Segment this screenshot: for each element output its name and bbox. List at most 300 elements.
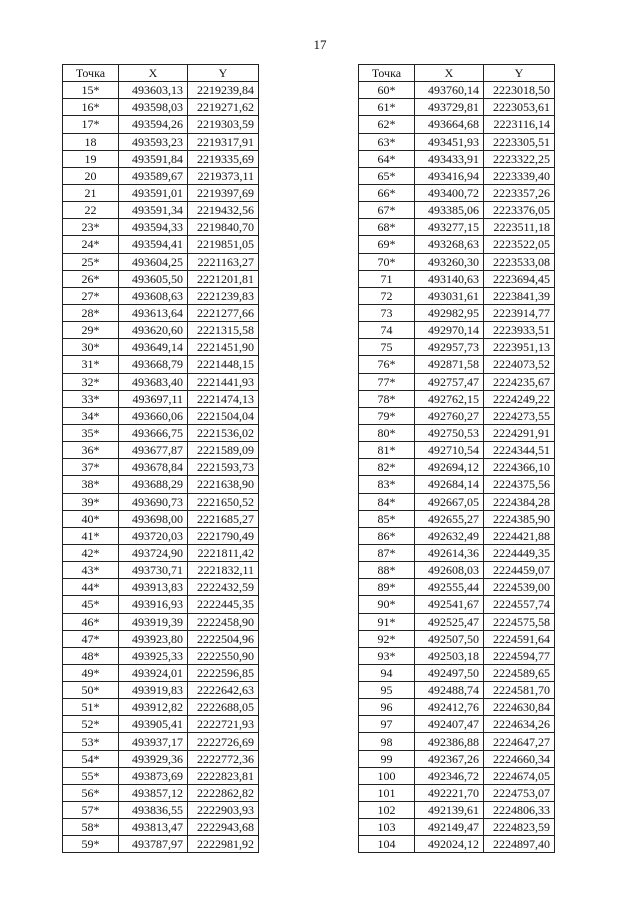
- y-cell: 2224073,52: [484, 356, 555, 373]
- x-cell: 493905,41: [119, 716, 188, 733]
- column-header-x: X: [119, 65, 188, 82]
- x-cell: 493690,73: [119, 493, 188, 510]
- table-row: [359, 184, 555, 201]
- y-cell: 2222981,92: [188, 836, 259, 853]
- y-cell: 2223305,51: [484, 133, 555, 150]
- table-row: [359, 373, 555, 390]
- x-cell: 492497,50: [415, 664, 484, 681]
- x-cell: 493620,60: [119, 322, 188, 339]
- table-row: [63, 304, 259, 321]
- x-cell: 493140,63: [415, 270, 484, 287]
- table-row: [63, 356, 259, 373]
- point-cell: 74: [359, 322, 415, 339]
- point-cell: 81*: [359, 442, 415, 459]
- table-row: [359, 99, 555, 116]
- x-cell: 493925,33: [119, 647, 188, 664]
- table-row: [63, 596, 259, 613]
- x-cell: 492667,05: [415, 493, 484, 510]
- x-cell: 493591,34: [119, 202, 188, 219]
- x-cell: 492525,47: [415, 613, 484, 630]
- y-cell: 2223694,45: [484, 270, 555, 287]
- x-cell: 493836,55: [119, 802, 188, 819]
- table-row: [63, 202, 259, 219]
- table-row: [63, 733, 259, 750]
- table-row: [359, 647, 555, 664]
- y-cell: 2222903,93: [188, 802, 259, 819]
- table-row: [63, 493, 259, 510]
- table-row: [63, 510, 259, 527]
- y-cell: 2221832,11: [188, 562, 259, 579]
- point-cell: 23*: [63, 219, 119, 236]
- x-cell: 493613,64: [119, 304, 188, 321]
- y-cell: 2223322,25: [484, 150, 555, 167]
- x-cell: 493787,97: [119, 836, 188, 853]
- x-cell: 492386,88: [415, 733, 484, 750]
- table-row: [359, 767, 555, 784]
- y-cell: 2224384,28: [484, 493, 555, 510]
- y-cell: 2221163,27: [188, 253, 259, 270]
- x-cell: 492762,15: [415, 390, 484, 407]
- point-cell: 40*: [63, 510, 119, 527]
- table-row: [359, 664, 555, 681]
- y-cell: 2224557,74: [484, 596, 555, 613]
- point-cell: 37*: [63, 459, 119, 476]
- table-row: [359, 356, 555, 373]
- x-cell: 493857,12: [119, 784, 188, 801]
- point-cell: 71: [359, 270, 415, 287]
- table-row: [63, 459, 259, 476]
- table-row: [359, 682, 555, 699]
- table-row: [359, 459, 555, 476]
- y-cell: 2219317,91: [188, 133, 259, 150]
- table-header-row: [359, 65, 555, 82]
- point-cell: 31*: [63, 356, 119, 373]
- point-cell: 99: [359, 750, 415, 767]
- x-cell: 492871,58: [415, 356, 484, 373]
- y-cell: 2224589,65: [484, 664, 555, 681]
- y-cell: 2223841,39: [484, 287, 555, 304]
- table-row: [63, 750, 259, 767]
- point-cell: 47*: [63, 630, 119, 647]
- x-cell: 492694,12: [415, 459, 484, 476]
- y-cell: 2219335,69: [188, 150, 259, 167]
- y-cell: 2224630,84: [484, 699, 555, 716]
- y-cell: 2223116,14: [484, 116, 555, 133]
- point-cell: 73: [359, 304, 415, 321]
- table-row: [63, 544, 259, 561]
- y-cell: 2221593,73: [188, 459, 259, 476]
- y-cell: 2222862,82: [188, 784, 259, 801]
- point-cell: 80*: [359, 424, 415, 441]
- table-row: [63, 184, 259, 201]
- y-cell: 2222550,90: [188, 647, 259, 664]
- point-cell: 103: [359, 819, 415, 836]
- y-cell: 2222721,93: [188, 716, 259, 733]
- x-cell: 493268,63: [415, 236, 484, 253]
- point-cell: 82*: [359, 459, 415, 476]
- table-row: [359, 202, 555, 219]
- table-row: [63, 819, 259, 836]
- table-row: [359, 476, 555, 493]
- x-cell: 493591,84: [119, 150, 188, 167]
- x-cell: 493919,83: [119, 682, 188, 699]
- table-row: [359, 819, 555, 836]
- table-row: [359, 287, 555, 304]
- table-row: [63, 322, 259, 339]
- point-cell: 55*: [63, 767, 119, 784]
- x-cell: 493594,26: [119, 116, 188, 133]
- table-row: [359, 733, 555, 750]
- point-cell: 42*: [63, 544, 119, 561]
- y-cell: 2224594,77: [484, 647, 555, 664]
- point-cell: 97: [359, 716, 415, 733]
- x-cell: 493913,83: [119, 579, 188, 596]
- x-cell: 492970,14: [415, 322, 484, 339]
- table-row: [63, 442, 259, 459]
- y-cell: 2221790,49: [188, 527, 259, 544]
- x-cell: 493664,68: [415, 116, 484, 133]
- table-row: [63, 562, 259, 579]
- table-row: [63, 836, 259, 853]
- point-cell: 43*: [63, 562, 119, 579]
- point-cell: 19: [63, 150, 119, 167]
- table-row: [359, 304, 555, 321]
- y-cell: 2222445,35: [188, 596, 259, 613]
- point-cell: 87*: [359, 544, 415, 561]
- x-cell: 493720,03: [119, 527, 188, 544]
- table-row: [63, 613, 259, 630]
- y-cell: 2221589,09: [188, 442, 259, 459]
- x-cell: 492407,47: [415, 716, 484, 733]
- x-cell: 493678,84: [119, 459, 188, 476]
- table-row: [359, 150, 555, 167]
- y-cell: 2224897,40: [484, 836, 555, 853]
- x-cell: 493666,75: [119, 424, 188, 441]
- x-cell: 493277,15: [415, 219, 484, 236]
- y-cell: 2223053,61: [484, 99, 555, 116]
- y-cell: 2222943,68: [188, 819, 259, 836]
- point-cell: 52*: [63, 716, 119, 733]
- x-cell: 492760,27: [415, 407, 484, 424]
- table-row: [63, 407, 259, 424]
- table-row: [63, 579, 259, 596]
- point-cell: 17*: [63, 116, 119, 133]
- y-cell: 2224674,05: [484, 767, 555, 784]
- x-cell: 493697,11: [119, 390, 188, 407]
- point-cell: 62*: [359, 116, 415, 133]
- y-cell: 2223522,05: [484, 236, 555, 253]
- x-cell: 493730,71: [119, 562, 188, 579]
- table-row: [63, 784, 259, 801]
- x-cell: 493916,93: [119, 596, 188, 613]
- point-cell: 28*: [63, 304, 119, 321]
- x-cell: 492632,49: [415, 527, 484, 544]
- x-cell: 493604,25: [119, 253, 188, 270]
- x-cell: 493589,67: [119, 167, 188, 184]
- y-cell: 2219840,70: [188, 219, 259, 236]
- y-cell: 2224753,07: [484, 784, 555, 801]
- y-cell: 2222642,63: [188, 682, 259, 699]
- y-cell: 2224291,91: [484, 424, 555, 441]
- table-row: [63, 287, 259, 304]
- point-cell: 94: [359, 664, 415, 681]
- point-cell: 39*: [63, 493, 119, 510]
- point-cell: 34*: [63, 407, 119, 424]
- x-cell: 493660,06: [119, 407, 188, 424]
- table-row: [63, 270, 259, 287]
- point-cell: 88*: [359, 562, 415, 579]
- coordinates-table-right: [358, 64, 555, 853]
- table-row: [359, 493, 555, 510]
- table-row: [63, 150, 259, 167]
- y-cell: 2219271,62: [188, 99, 259, 116]
- point-cell: 104: [359, 836, 415, 853]
- point-cell: 92*: [359, 630, 415, 647]
- y-cell: 2224539,00: [484, 579, 555, 596]
- table-row: [359, 836, 555, 853]
- y-cell: 2223951,13: [484, 339, 555, 356]
- point-cell: 49*: [63, 664, 119, 681]
- column-header-x: X: [415, 65, 484, 82]
- y-cell: 2221201,81: [188, 270, 259, 287]
- point-cell: 96: [359, 699, 415, 716]
- y-cell: 2224449,35: [484, 544, 555, 561]
- x-cell: 493683,40: [119, 373, 188, 390]
- point-cell: 98: [359, 733, 415, 750]
- x-cell: 493591,01: [119, 184, 188, 201]
- x-cell: 493698,00: [119, 510, 188, 527]
- x-cell: 493433,91: [415, 150, 484, 167]
- point-cell: 18: [63, 133, 119, 150]
- y-cell: 2221451,90: [188, 339, 259, 356]
- table-row: [63, 390, 259, 407]
- point-cell: 24*: [63, 236, 119, 253]
- x-cell: 492503,18: [415, 647, 484, 664]
- y-cell: 2221448,15: [188, 356, 259, 373]
- point-cell: 85*: [359, 510, 415, 527]
- table-row: [359, 424, 555, 441]
- y-cell: 2224634,26: [484, 716, 555, 733]
- table-row: [63, 647, 259, 664]
- y-cell: 2223933,51: [484, 322, 555, 339]
- point-cell: 25*: [63, 253, 119, 270]
- y-cell: 2224235,67: [484, 373, 555, 390]
- point-cell: 54*: [63, 750, 119, 767]
- table-row: [359, 784, 555, 801]
- x-cell: 492507,50: [415, 630, 484, 647]
- table-row: [359, 716, 555, 733]
- x-cell: 493608,63: [119, 287, 188, 304]
- x-cell: 493688,29: [119, 476, 188, 493]
- x-cell: 493813,47: [119, 819, 188, 836]
- x-cell: 492024,12: [415, 836, 484, 853]
- table-row: [359, 339, 555, 356]
- table-row: [63, 373, 259, 390]
- point-cell: 61*: [359, 99, 415, 116]
- x-cell: 493919,39: [119, 613, 188, 630]
- point-cell: 21: [63, 184, 119, 201]
- y-cell: 2221239,83: [188, 287, 259, 304]
- y-cell: 2223511,18: [484, 219, 555, 236]
- y-cell: 2224591,64: [484, 630, 555, 647]
- table-row: [359, 442, 555, 459]
- y-cell: 2223533,08: [484, 253, 555, 270]
- column-header-point: Точка: [63, 65, 119, 82]
- table-row: [63, 767, 259, 784]
- y-cell: 2219397,69: [188, 184, 259, 201]
- table-row: [63, 527, 259, 544]
- y-cell: 2224344,51: [484, 442, 555, 459]
- point-cell: 64*: [359, 150, 415, 167]
- y-cell: 2221650,52: [188, 493, 259, 510]
- point-cell: 44*: [63, 579, 119, 596]
- table-row: [63, 236, 259, 253]
- table-row: [63, 167, 259, 184]
- y-cell: 2221811,42: [188, 544, 259, 561]
- y-cell: 2221474,13: [188, 390, 259, 407]
- point-cell: 15*: [63, 82, 119, 99]
- point-cell: 72: [359, 287, 415, 304]
- x-cell: 493924,01: [119, 664, 188, 681]
- x-cell: 493598,03: [119, 99, 188, 116]
- point-cell: 36*: [63, 442, 119, 459]
- x-cell: 492757,47: [415, 373, 484, 390]
- table-row: [63, 476, 259, 493]
- point-cell: 65*: [359, 167, 415, 184]
- point-cell: 48*: [63, 647, 119, 664]
- x-cell: 493605,50: [119, 270, 188, 287]
- point-cell: 75: [359, 339, 415, 356]
- column-header-y: Y: [188, 65, 259, 82]
- point-cell: 29*: [63, 322, 119, 339]
- point-cell: 33*: [63, 390, 119, 407]
- y-cell: 2222458,90: [188, 613, 259, 630]
- x-cell: 493603,13: [119, 82, 188, 99]
- y-cell: 2219851,05: [188, 236, 259, 253]
- point-cell: 59*: [63, 836, 119, 853]
- x-cell: 492982,95: [415, 304, 484, 321]
- y-cell: 2224823,59: [484, 819, 555, 836]
- y-cell: 2224660,34: [484, 750, 555, 767]
- point-cell: 51*: [63, 699, 119, 716]
- column-header-point: Точка: [359, 65, 415, 82]
- table-row: [63, 664, 259, 681]
- point-cell: 56*: [63, 784, 119, 801]
- table-row: [63, 133, 259, 150]
- table-row: [359, 510, 555, 527]
- point-cell: 58*: [63, 819, 119, 836]
- point-cell: 45*: [63, 596, 119, 613]
- x-cell: 492614,36: [415, 544, 484, 561]
- y-cell: 2223376,05: [484, 202, 555, 219]
- y-cell: 2219432,56: [188, 202, 259, 219]
- x-cell: 493923,80: [119, 630, 188, 647]
- y-cell: 2221315,58: [188, 322, 259, 339]
- point-cell: 84*: [359, 493, 415, 510]
- table-row: [63, 802, 259, 819]
- y-cell: 2219373,11: [188, 167, 259, 184]
- table-row: [359, 544, 555, 561]
- point-cell: 100: [359, 767, 415, 784]
- point-cell: 50*: [63, 682, 119, 699]
- table-row: [359, 527, 555, 544]
- point-cell: 53*: [63, 733, 119, 750]
- y-cell: 2223357,26: [484, 184, 555, 201]
- x-cell: 493451,93: [415, 133, 484, 150]
- x-cell: 492541,67: [415, 596, 484, 613]
- table-row: [359, 390, 555, 407]
- x-cell: 493031,61: [415, 287, 484, 304]
- point-cell: 26*: [63, 270, 119, 287]
- table-row: [63, 682, 259, 699]
- x-cell: 492710,54: [415, 442, 484, 459]
- y-cell: 2224249,22: [484, 390, 555, 407]
- table-row: [359, 579, 555, 596]
- point-cell: 77*: [359, 373, 415, 390]
- x-cell: 493385,06: [415, 202, 484, 219]
- x-cell: 492367,26: [415, 750, 484, 767]
- table-row: [63, 699, 259, 716]
- table-row: [359, 562, 555, 579]
- x-cell: 493912,82: [119, 699, 188, 716]
- point-cell: 35*: [63, 424, 119, 441]
- point-cell: 78*: [359, 390, 415, 407]
- point-cell: 38*: [63, 476, 119, 493]
- point-cell: 86*: [359, 527, 415, 544]
- point-cell: 46*: [63, 613, 119, 630]
- y-cell: 2224575,58: [484, 613, 555, 630]
- table-row: [63, 219, 259, 236]
- point-cell: 63*: [359, 133, 415, 150]
- y-cell: 2223018,50: [484, 82, 555, 99]
- x-cell: 493416,94: [415, 167, 484, 184]
- y-cell: 2224806,33: [484, 802, 555, 819]
- y-cell: 2223914,77: [484, 304, 555, 321]
- table-row: [359, 699, 555, 716]
- point-cell: 90*: [359, 596, 415, 613]
- table-row: [359, 82, 555, 99]
- table-row: [359, 167, 555, 184]
- x-cell: 493260,30: [415, 253, 484, 270]
- point-cell: 20: [63, 167, 119, 184]
- table-row: [63, 99, 259, 116]
- x-cell: 493873,69: [119, 767, 188, 784]
- point-cell: 32*: [63, 373, 119, 390]
- table-row: [63, 424, 259, 441]
- x-cell: 493724,90: [119, 544, 188, 561]
- x-cell: 493760,14: [415, 82, 484, 99]
- x-cell: 492412,76: [415, 699, 484, 716]
- table-row: [359, 407, 555, 424]
- point-cell: 102: [359, 802, 415, 819]
- table-row: [63, 253, 259, 270]
- table-header-row: [63, 65, 259, 82]
- y-cell: 2221441,93: [188, 373, 259, 390]
- x-cell: 492655,27: [415, 510, 484, 527]
- table-row: [63, 339, 259, 356]
- point-cell: 91*: [359, 613, 415, 630]
- table-row: [63, 116, 259, 133]
- y-cell: 2224421,88: [484, 527, 555, 544]
- point-cell: 41*: [63, 527, 119, 544]
- coordinates-table-left: [62, 64, 259, 853]
- column-header-y: Y: [484, 65, 555, 82]
- page-number: 17: [313, 37, 327, 52]
- point-cell: 60*: [359, 82, 415, 99]
- y-cell: 2222688,05: [188, 699, 259, 716]
- table-row: [359, 133, 555, 150]
- y-cell: 2224647,27: [484, 733, 555, 750]
